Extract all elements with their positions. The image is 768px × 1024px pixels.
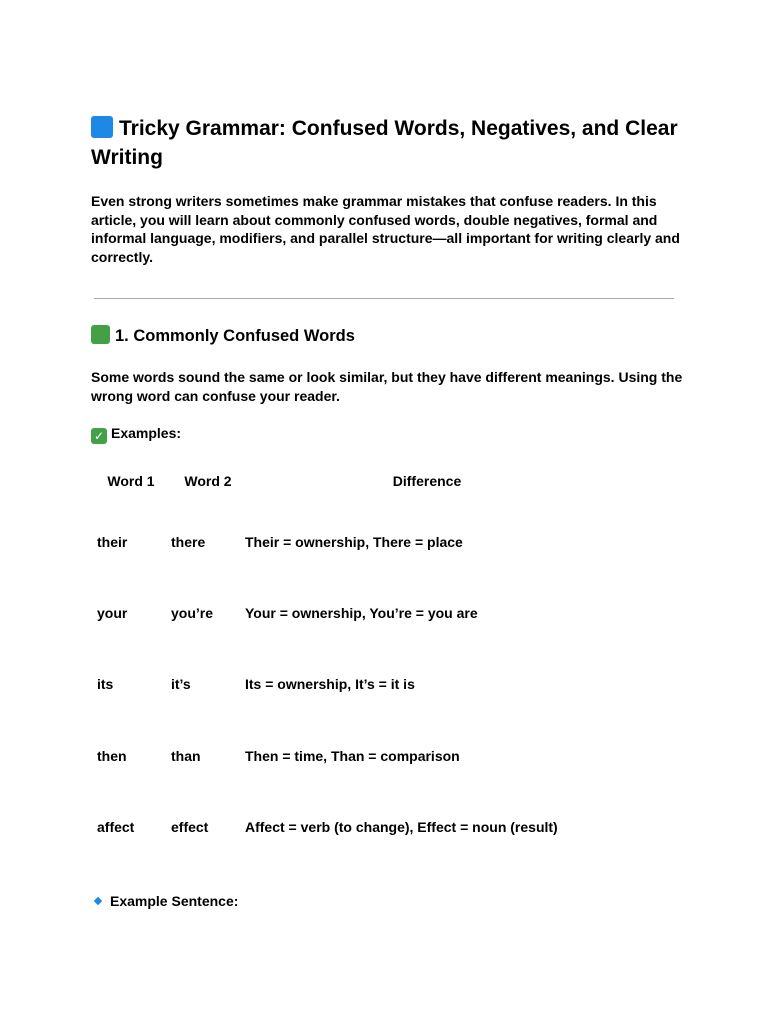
table-cell-word2: there (171, 533, 206, 550)
table-header-word2: Word 2 (184, 473, 232, 489)
table-cell-word1: its (97, 676, 114, 693)
table-cell-difference: Affect = verb (to change), Effect = noun (result) (245, 819, 558, 836)
table-row (91, 577, 609, 648)
article-intro: Even strong writers sometimes make grammar mistakes that confuse readers. In this article, you will learn about commonly confused words, double negatives, formal and informal language, modifiers, and parallel structure—all important for writing clearly and correctly. (91, 193, 680, 265)
table-row (91, 792, 609, 863)
table-cell-word1: their (97, 533, 128, 550)
table-cell-difference: Then = time, Than = comparison (245, 747, 460, 764)
table-header-difference: Difference (392, 473, 462, 489)
check-mark-icon: ✓ (91, 428, 107, 444)
table-cell-word2: you’re (171, 605, 214, 622)
table-header-row (91, 456, 609, 506)
example-sentence-block (95, 892, 238, 911)
section-text: Some words sound the same or look similar, but they have different meanings. Using the wrong word can confuse your reader. (91, 369, 683, 404)
example-sentence-label: Example Sentence: (110, 893, 239, 909)
examples-label-block (91, 424, 181, 444)
confused-words-table (91, 456, 609, 863)
table-header-word1: Word 1 (107, 473, 155, 489)
green-square-icon (91, 325, 110, 344)
examples-label: Examples: (111, 425, 182, 441)
table-cell-word1: affect (97, 819, 135, 836)
section-heading: 1. Commonly Confused Words (115, 327, 355, 345)
table-cell-word2: effect (171, 819, 209, 836)
blue-diamond-icon (94, 897, 102, 905)
table-row (91, 506, 609, 577)
table-cell-word2: it’s (171, 676, 191, 693)
article-title-block (91, 114, 691, 172)
article-title: Tricky Grammar: Confused Words, Negatives, and Clear Writing (91, 117, 678, 169)
section-divider (94, 298, 674, 299)
table-row (91, 649, 609, 720)
section-heading-block (91, 325, 355, 347)
table-cell-word2: than (171, 747, 201, 764)
blue-square-icon (91, 116, 113, 138)
table-cell-difference: Their = ownership, There = place (245, 533, 463, 550)
table-cell-difference: Your = ownership, You’re = you are (245, 605, 478, 622)
table-cell-word1: then (97, 747, 127, 764)
table-cell-difference: Its = ownership, It’s = it is (245, 676, 415, 693)
table-cell-word1: your (97, 605, 128, 622)
table-row (91, 720, 609, 791)
